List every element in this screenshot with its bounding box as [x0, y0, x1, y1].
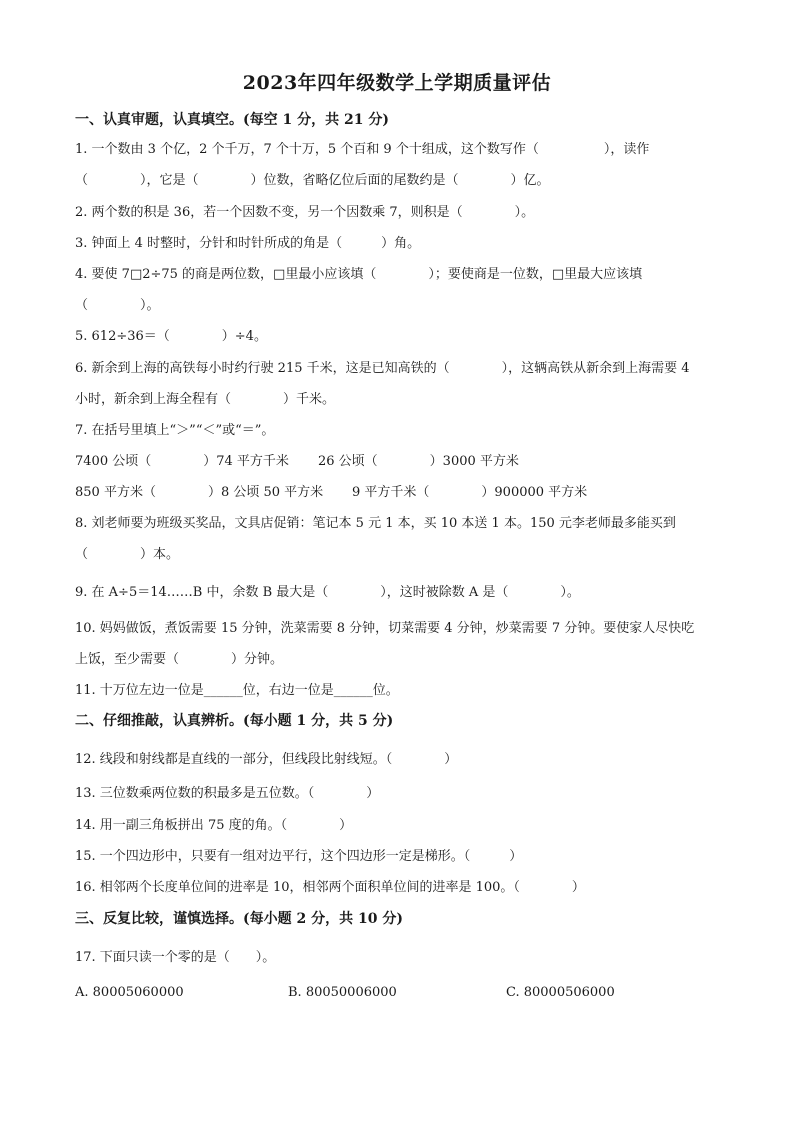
question-8-line-2: （ ）本。: [75, 547, 180, 562]
question-14: 14. 用一副三角板拼出 75 度的角。（ ）: [75, 818, 353, 833]
section-2-heading: 二、仔细推敲，认真辨析。(每小题 1 分，共 5 分): [75, 713, 394, 729]
question-13: 13. 三位数乘两位数的积最多是五位数。（ ）: [75, 786, 380, 801]
page-title: 2023年四年级数学上学期质量评估: [242, 72, 552, 94]
question-2: 2. 两个数的积是 36，若一个因数不变，另一个因数乘 7，则积是（ ）。: [75, 205, 535, 220]
section-3-heading: 三、反复比较，谨慎选择。(每小题 2 分，共 10 分): [75, 911, 403, 927]
question-7-item-4: 9 平方千米（ ）900000 平方米: [352, 485, 588, 500]
question-7-item-3: 850 平方米（ ）8 公顷 50 平方米: [75, 485, 324, 500]
question-7-item-2: 26 公顷（ ）3000 平方米: [318, 454, 519, 469]
section-1-heading: 一、认真审题，认真填空。(每空 1 分，共 21 分): [75, 112, 389, 128]
question-4-line-2: （ ）。: [75, 298, 160, 313]
question-8-line-1: 8. 刘老师要为班级买奖品，文具店促销：笔记本 5 元 1 本，买 10 本送 1 本。150 元李老师最多能买到: [75, 516, 676, 531]
question-6-line-1: 6. 新余到上海的高铁每小时约行驶 215 千米，这是已知高铁的（ ），这辆高铁从新余到上海需要 4: [75, 361, 690, 376]
question-1-line-1: 1. 一个数由 3 个亿，2 个千万，7 个十万，5 个百和 9 个十组成，这个数写作（ ），读作: [75, 142, 650, 157]
question-6-line-2: 小时，新余到上海全程有（ ）千米。: [75, 392, 336, 407]
question-16: 16. 相邻两个长度单位间的进率是 10，相邻两个面积单位间的进率是 100。（ ）: [75, 880, 585, 895]
question-7-item-1: 7400 公顷（ ）74 平方千米: [75, 454, 289, 469]
question-17: 17. 下面只读一个零的是（ ）。: [75, 950, 276, 965]
question-17-option-a: A. 80005060000: [75, 985, 184, 1000]
question-7: 7. 在括号里填上“＞”“＜”或“＝”。: [75, 423, 275, 438]
question-17-option-c: C. 80000506000: [506, 985, 615, 1000]
question-12: 12. 线段和射线都是直线的一部分，但线段比射线短。（ ）: [75, 752, 458, 767]
question-3: 3. 钟面上 4 时整时，分针和时针所成的角是（ ）角。: [75, 236, 421, 251]
question-15: 15. 一个四边形中，只要有一组对边平行，这个四边形一定是梯形。（ ）: [75, 849, 523, 864]
question-4-line-1: 4. 要使 7□2÷75 的商是两位数，□里最小应该填（ ）；要使商是一位数，□里最大应该填: [75, 267, 643, 282]
question-11: 11. 十万位左边一位是______位，右边一位是______位。: [75, 683, 399, 698]
question-1-line-2: （ ），它是（ ）位数，省略亿位后面的尾数约是（ ）亿。: [75, 173, 550, 188]
question-10-line-2: 上饭，至少需要（ ）分钟。: [75, 652, 284, 667]
question-5: 5. 612÷36＝（ ）÷4。: [75, 329, 267, 344]
question-10-line-1: 10. 妈妈做饭，煮饭需要 15 分钟，洗菜需要 8 分钟，切菜需要 4 分钟，炒菜需要 7 分钟。要使家人尽快吃: [75, 621, 695, 636]
question-17-option-b: B. 80050006000: [288, 985, 397, 1000]
question-9: 9. 在 A÷5＝14……B 中，余数 B 最大是（ ），这时被除数 A 是（ ）。: [75, 585, 580, 600]
